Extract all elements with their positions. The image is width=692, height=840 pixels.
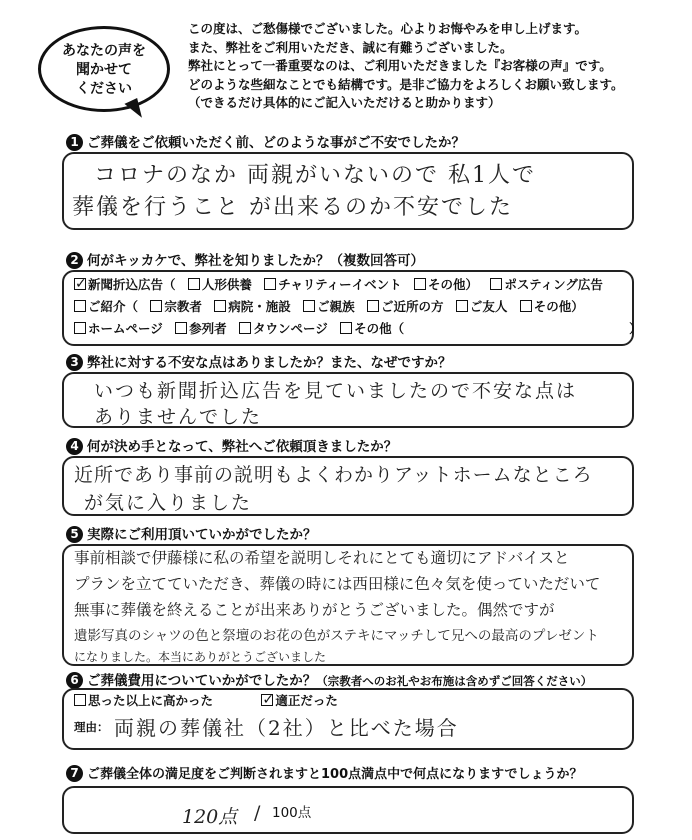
answer-line: になりました。本当にありがとうございました xyxy=(74,650,327,664)
option-charity-event[interactable]: チャリティーイベント xyxy=(264,277,401,292)
checkbox[interactable] xyxy=(175,322,187,334)
question-7 xyxy=(66,763,583,782)
checkbox[interactable] xyxy=(74,322,86,334)
options-box-2 xyxy=(62,270,642,346)
option-townpage[interactable]: タウンページ xyxy=(239,321,328,336)
checkbox[interactable] xyxy=(490,278,502,290)
answer-box-5[interactable] xyxy=(62,544,634,666)
answer-box-7[interactable] xyxy=(62,786,634,834)
question-number: 1 xyxy=(66,134,83,151)
option-hospital[interactable]: 病院・施設 xyxy=(214,299,291,314)
reason-answer[interactable]: 両親の葬儀社（2社）と比べた場合 xyxy=(114,716,459,740)
answer-line: 無事に葬儀を終えることが出来ありがとうございました。偶然ですが xyxy=(74,601,555,619)
question-5 xyxy=(66,523,317,543)
checkbox-checked[interactable] xyxy=(261,694,273,706)
question-number: 2 xyxy=(66,252,83,269)
reason-label: 理由： xyxy=(74,720,109,734)
answer-line: 近所であり事前の説明もよくわかりアットホームなところ xyxy=(74,464,593,486)
checkbox[interactable] xyxy=(303,300,315,312)
answer-line: プランを立てていただき、葬儀の時には西田様に色々気を使っていただいて xyxy=(74,575,601,593)
option-row xyxy=(74,296,592,318)
option-doll-memorial[interactable]: 人形供養 xyxy=(188,277,252,292)
question-4 xyxy=(66,435,397,455)
question-2 xyxy=(66,249,424,269)
checkbox[interactable] xyxy=(456,300,468,312)
checkbox[interactable] xyxy=(74,300,86,312)
question-number: 4 xyxy=(66,438,83,455)
option-friends[interactable]: ご友人 xyxy=(456,299,508,314)
question-text: 何がキッカケで、弊社を知りましたか？（複数回答可） xyxy=(87,253,424,269)
checkbox-checked[interactable] xyxy=(74,278,86,290)
checkbox[interactable] xyxy=(367,300,379,312)
answer-box-3[interactable] xyxy=(62,372,634,428)
checkbox[interactable] xyxy=(340,322,352,334)
intro-line: また、弊社をご利用いただき、誠に有難うございました。 xyxy=(188,39,513,55)
question-1 xyxy=(66,131,465,151)
question-text: ご葬儀全体の満足度をご判断されますと100点満点中で何点になりますでしょうか？ xyxy=(87,767,583,782)
question-3 xyxy=(66,351,452,371)
option-homepage[interactable]: ホームページ xyxy=(74,321,163,336)
intro-text xyxy=(188,20,624,113)
answer-box-1[interactable] xyxy=(62,152,634,230)
question-text: ご葬儀をご依頼いただく前、どのような事がご不安でしたか？ xyxy=(87,135,465,151)
score-max: 100点 xyxy=(272,805,312,821)
bubble-line: ください xyxy=(76,81,132,97)
intro-line: どのような些細なことでも結構です。是非ご協力をよろしくお願い致します。 xyxy=(188,76,624,92)
checkbox[interactable] xyxy=(74,694,86,706)
option-expensive[interactable]: 思った以上に高かった xyxy=(74,693,213,708)
option-row xyxy=(74,690,346,712)
option-other-1[interactable]: その他） xyxy=(414,277,478,292)
checkbox[interactable] xyxy=(214,300,226,312)
question-text: 実際にご利用頂いていかがでしたか？ xyxy=(87,527,317,543)
bubble-line: 聞かせて xyxy=(76,62,132,78)
checkbox[interactable] xyxy=(520,300,532,312)
option-newspaper[interactable]: ✓新聞折込広告（ xyxy=(74,277,176,292)
answer-line: いつも新聞折込広告を見ていましたので不安な点は xyxy=(94,380,578,402)
checkbox[interactable] xyxy=(150,300,162,312)
question-number: 3 xyxy=(66,354,83,371)
question-number: 5 xyxy=(66,526,83,543)
option-referral[interactable]: ご紹介（ xyxy=(74,299,138,314)
checkbox[interactable] xyxy=(188,278,200,290)
option-row xyxy=(74,274,611,296)
answer-line: が気に入りました xyxy=(84,492,253,514)
option-neighbors[interactable]: ご近所の方 xyxy=(367,299,444,314)
answer-line: 葬儀を行うこと が出来るのか不安でした xyxy=(72,195,513,220)
answer-line: ありませんでした xyxy=(94,406,263,428)
answer-box-6 xyxy=(62,688,634,750)
speech-bubble xyxy=(38,26,170,112)
score-slash: / xyxy=(254,802,261,824)
checkbox[interactable] xyxy=(264,278,276,290)
answer-line: コロナのなか 両親がいないので 私1人で xyxy=(94,163,536,188)
question-number: 7 xyxy=(66,765,83,782)
option-reasonable[interactable]: ✓ 適正だった xyxy=(261,693,338,708)
checkbox[interactable] xyxy=(239,322,251,334)
option-other-2[interactable]: その他） xyxy=(520,299,584,314)
option-posting-ad[interactable]: ポスティング広告 xyxy=(490,277,603,292)
option-attendee[interactable]: 参列者 xyxy=(175,321,227,336)
option-religious[interactable]: 宗教者 xyxy=(150,299,202,314)
question-number: 6 xyxy=(66,672,83,689)
answer-line: 事前相談で伊藤様に私の希望を説明しそれにとても適切にアドバイスと xyxy=(74,549,570,567)
bubble-line: あなたの声を xyxy=(62,43,146,59)
score-value: 120点 xyxy=(182,806,238,828)
intro-line: この度は、ご愁傷様でございました。心よりお悔やみを申し上げます。 xyxy=(188,21,588,36)
question-6 xyxy=(66,669,592,689)
answer-box-4[interactable] xyxy=(62,456,634,516)
option-other-3[interactable]: その他（ ） xyxy=(340,321,642,336)
option-relatives[interactable]: ご親族 xyxy=(303,299,355,314)
question-note: （宗教者へのお礼やお布施は含めずご回答ください） xyxy=(316,674,593,688)
option-row xyxy=(74,318,650,340)
question-text: ご葬儀費用についていかがでしたか？ xyxy=(87,673,317,689)
answer-line: 遺影写真のシャツの色と祭壇のお花の色がステキにマッチして兄への最高のプレゼント xyxy=(74,628,599,644)
intro-line: 弊社にとって一番重要なのは、ご利用いただきました『お客様の声』です。 xyxy=(188,58,612,73)
intro-line: （できるだけ具体的にご記入いただけると助かります） xyxy=(188,95,501,110)
checkbox[interactable] xyxy=(414,278,426,290)
question-text: 弊社に対する不安な点はありましたか？また、なぜですか？ xyxy=(87,355,452,371)
question-text: 何が決め手となって、弊社へご依頼頂きましたか？ xyxy=(87,439,398,455)
